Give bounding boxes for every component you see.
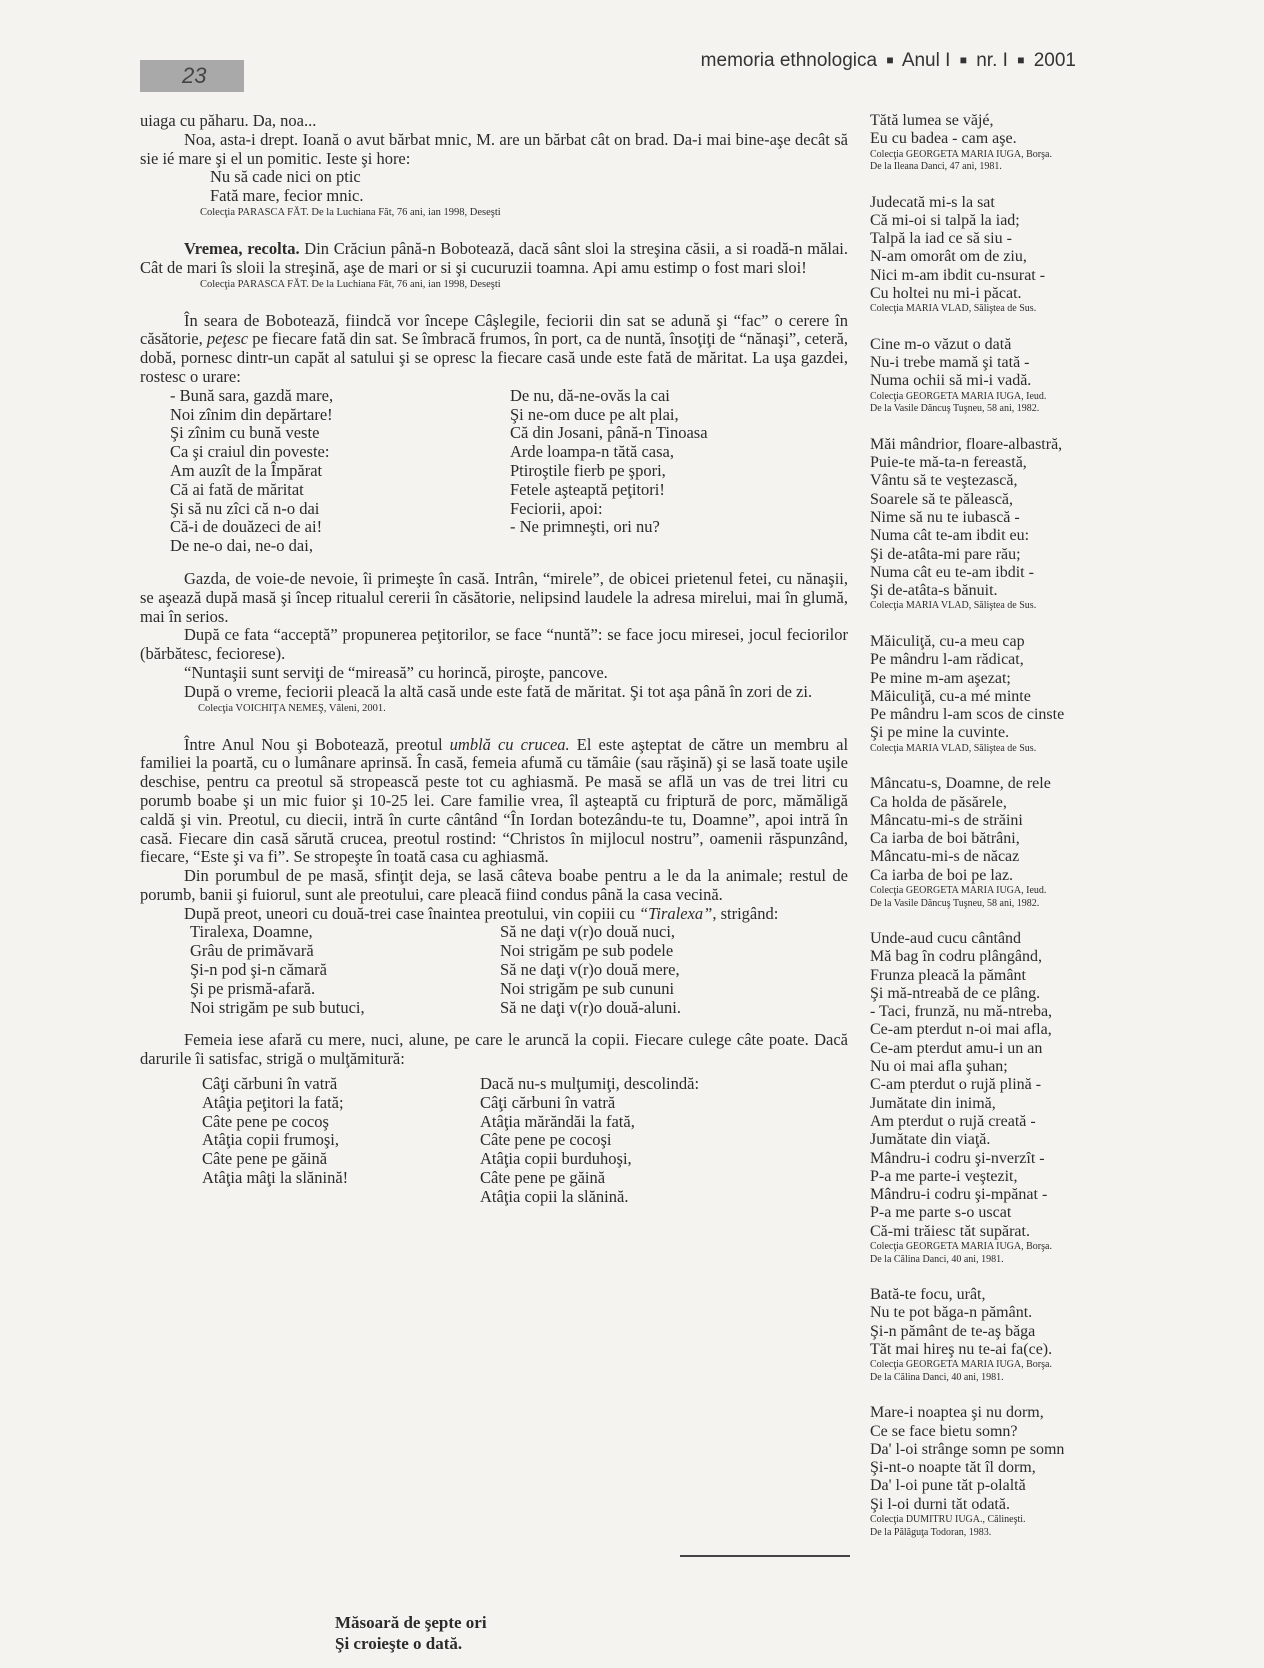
poem-line: Pe mine m-am aşezat; [870,669,1011,687]
poem-line: Mândru-i codru şi-mpănat - [870,1186,1048,1204]
verse-line: Să ne daţi v(r)o două mere, [500,960,680,980]
journal-year: 2001 [1033,50,1076,71]
paragraph [140,240,848,278]
verse-line: Câţi cărbuni în vatră [202,1074,338,1094]
source-note: De la Ileana Danci, 47 ani, 1981. [870,161,1002,173]
poem [870,112,1110,174]
verse-line: Atâţia copii burduhoşi, [480,1149,632,1169]
verse-line: Şi zînim cu bună veste [170,423,320,443]
verse-line: Atâţia peţitori la fată; [202,1092,344,1112]
poem-line: - Taci, frunză, nu mă-ntreba, [870,1003,1053,1021]
poem-line: Pe mândru l-am rădicat, [870,651,1024,669]
source-note: De la Vasile Dăncuş Tuşneu, 58 ani, 1982. [870,897,1040,909]
poem-line: Şi mă-ntreabă de ce plâng. [870,984,1041,1002]
paragraph [140,905,848,924]
source-note: De la Pălăguţa Todoran, 1983. [870,1526,992,1538]
verse-line: Să ne daţi v(r)o două-aluni. [500,997,681,1017]
paragraph-text: , strigând: [712,903,779,923]
paragraph: Femeia iese afară cu mere, nuci, alune, pe care le aruncă la copii. Fiecare culege câte poate. Dacă darurile îi satisfac, strigă o mulţămitură: [140,1030,848,1069]
verse-line: Să ne daţi v(r)o două nuci, [500,922,676,942]
verse-line: Că ai fată de măritat [170,479,304,499]
source-note: Colecţia DUMITRU IUGA., Călineşti. [870,1514,1026,1526]
source-note: Colecţia PARASCA FĂT. De la Luchiana Făt, 76 ani, ian 1998, Deseşti [200,278,501,290]
italic-term: peţesc [206,329,249,349]
verse-line: Fetele aşteaptă peţitori! [510,479,665,499]
journal-name: memoria ethnologica [700,50,878,71]
verse-line: Şi pe prismă-afară. [190,978,316,998]
verse-line: Câţi cărbuni în vatră [480,1092,616,1112]
verse-line: Câte pene pe cocoşi [480,1130,612,1150]
source-note: Colecţia GEORGETA MARIA IUGA, Borşa. [870,1359,1052,1371]
verse-line: Câte pene pe cocoş [202,1111,329,1131]
source-note: De la Vasile Dăncuş Tuşneu, 58 ani, 1982. [870,403,1040,415]
poem-line: Numa ochii să mi-i vadă. [870,372,1032,390]
divider-line [680,1555,850,1557]
text-line: uiaga cu păharu. Da, noa... [140,111,317,130]
poem-line: Mâncatu-mi-s de năcaz [870,848,1020,866]
poem-line: Ca iarba de boi bătrâni, [870,830,1020,848]
verse-left [202,1075,480,1207]
poem-line: Judecată mi-s la sat [870,193,995,211]
source-note: De la Călina Danci, 40 ani, 1981. [870,1371,1004,1383]
poem-line: Frunza pleacă la pământ [870,966,1026,984]
poem-line: Unde-aud cucu cântând [870,930,1022,947]
poem-line: Ce se face bietu somn? [870,1422,1018,1440]
poem-line: Da' l-oi pune tăt p-olaltă [870,1477,1026,1495]
poem-line: Ce-am pterdut amu-i un an [870,1039,1043,1057]
verse-two-columns [140,387,848,556]
paragraph-text: Între Anul Nou şi Bobotează, preotul [184,734,443,754]
poem [870,775,1110,910]
source-note: Colecţia GEORGETA MARIA IUGA, Borşa. [870,148,1052,160]
poem-line: P-a me parte s-o uscat [870,1204,1012,1222]
right-column-poems [870,112,1110,1559]
verse-line: Ptiroştile fierb pe şpori, [510,460,666,480]
verse-line: - Bună sara, gazdă mare, [170,385,334,405]
poem-line: Mâncatu-s, Doamne, de rele [870,775,1051,793]
poem-line: Numa cât eu te-am ibdit - [870,563,1034,581]
verse-line: Şi-n pod şi-n cămară [190,960,328,980]
verse-line: Şi să nu zîci că n-o dai [170,498,320,518]
poem-line: Mândru-i codru şi-nverzît - [870,1149,1045,1167]
source-note: Colecţia VOICHIŢA NEMEŞ, Văleni, 2001. [198,702,386,714]
verse-right [480,1075,699,1207]
journal-issue: nr. I [976,50,1008,71]
verse-two-columns [140,923,848,1017]
verse-two-columns [140,1075,848,1207]
paragraph-text: În seara de Bobotează, fiindcă vor începe Câşlegile, feciorii din sat se adună şi “fac” o cerere în căsătorie, [140,310,848,349]
verse-line: Am auzît de la Împărat [170,460,323,480]
poem-line: Şi de-atâta-s bănuit. [870,582,998,600]
poem-line: Şi l-oi durni tăt odată. [870,1495,1010,1513]
poem-line: Nici m-am ibdit cu-nsurat - [870,266,1046,284]
poem-line: Măi mândrior, floare-albastră, [870,435,1063,453]
verse-line: Feciorii, apoi: [510,498,603,518]
poem-line: Mă bag în codru plângând, [870,948,1042,966]
poem-line: Eu cu badea - cam aşe. [870,130,1017,148]
verse-line: Atâţia mărăndăi la fată, [480,1111,635,1131]
verse-line: Că din Josani, până-n Tinoasa [510,423,708,443]
poem-line: Că-mi trăiesc tăt supărat. [870,1222,1030,1240]
paragraphs [140,570,848,702]
verse-line: Că-i de douăzeci de ai! [170,517,323,537]
poem-line: Pe mândru l-am scos de cinste [870,706,1065,724]
verse-line: De nu, dă-ne-ovăs la cai [510,385,670,405]
verse-line: Atâţia copii la slănină. [480,1186,629,1206]
poem [870,1286,1110,1384]
verse-line: De ne-o dai, ne-o dai, [170,536,313,556]
poem-line: Cu holtei nu mi-i păcat. [870,285,1022,303]
poem-line: Numa cât te-am ibdit eu: [870,527,1030,545]
paragraph [140,736,848,868]
paragraph-text: După preot, uneori cu două-trei case înaintea preotului, vin copiii cu [184,903,635,923]
verse-line: Noi strigăm pe sub butuci, [190,997,365,1017]
paragraph-text: pe fiecare fată din sat. Se îmbracă frumos, în port, ca de nuntă, însoţiţi de “nănaşi”, ceteră, dobă, pornesc dintr-un capăt al satului şi se opresc la fiecare casă unde este fată de măritat. La uşa gazdei, rostesc o urare: [140,329,849,386]
poem-line: Şi pe mine la cuvinte. [870,724,1010,742]
poem-line: P-a me parte-i veştezit, [870,1167,1018,1185]
poem-line: Tătă lumea se văjé, [870,112,994,129]
poem-line: Soarele să te pălească, [870,490,1014,508]
verse-line: Şi ne-om duce pe alt plai, [510,404,679,424]
paragraph: Noa, asta-i drept. Ioană o avut bărbat mnic, M. are un bărbat cât on brad. Da-i mai bine-aşe decât să sie ié mare şi el un pomitic. Ieste şi hore: [140,129,848,168]
poem-line: Da' l-oi strânge somn pe somn [870,1440,1065,1458]
verse-line: Arde loampa-n tătă casa, [510,442,675,462]
poem-line: Jumătate din viaţă. [870,1131,991,1149]
journal-header [701,50,1076,72]
poem-line: Măiculiţă, cu-a meu cap [870,632,1025,650]
verse-right [510,387,708,556]
paragraph [140,312,848,387]
poem-line: C-am pterdut o rujă plină - [870,1076,1042,1094]
section-heading: Vremea, recolta. [184,238,300,258]
source-note: Colecţia GEORGETA MARIA IUGA, Ieud. [870,885,1047,896]
poem-line: Şi-n pământ de te-aş băga [870,1322,1036,1340]
verse-line: Câte pene pe găină [480,1168,606,1188]
poem-line: Tăt mai hireş nu te-ai fa(ce). [870,1340,1053,1358]
poem [870,930,1110,1266]
separator-square-icon: ■ [1017,53,1025,67]
paragraph-text: El este aşteptat de către un membru al familiei la poartă, cu o lumânare aprinsă. În casă, femeia afumă cu tămâie (sau răşină) şi se lasă toate uşile deschise, pentru ca preotul să stropească peste tot cu aghiasmă. Pe masă se află un vas de trei litri cu porumb boabe şi un mic fuior şi 10-25 lei. Care familie vrea, îl aşteaptă cu friptură de porc, mămăligă caldă şi vin. Preotul, cu diecii, intră în curte cântând “În Iordan botezându-te tu, Doamne”, apoi intră în casă. Fiecare din casă sărută crucea, preotul rostind: “Christos în mijlocul nostru”, oamenii răspunzând, fiecare, “Este şi va fi”. Se stropeşte în toată casa cu aghiasmă. [140,734,849,867]
source-note: Colecţia MARIA VLAD, Săliştea de Sus. [870,600,1037,612]
verse-line: Dacă nu-s mulţumiţi, descolindă: [480,1074,700,1094]
paragraph: “Nuntaşii sunt serviţi de “mireasă” cu horincă, piroşte, pancove. [184,662,608,682]
proverb [335,1612,487,1654]
verse-line: Noi strigăm pe sub cununi [500,978,675,998]
verse-line: - Ne primneşti, ori nu? [510,517,660,537]
verse-line: Ca şi craiul din poveste: [170,442,330,462]
paragraph: Din porumbul de pe masă, sfinţit deja, se lasă câteva boabe pentru a le da la animale; restul de porumb, banii şi fuiorul, sunt ale preotului, care pleacă fiind condus până la casa vecină. [140,866,848,904]
poem [870,336,1110,416]
poem [870,633,1110,755]
paragraph: După o vreme, feciorii pleacă la altă casă unde este fată de măritat. Şi tot aşa până în zori de zi. [184,681,813,701]
page-number: 23 [140,60,244,92]
paragraph: Gazda, de voie-de nevoie, îi primeşte în casă. Intrân, “mirele”, de obicei prietenul fetei, cu nănaşii, se aşează după masă şi încep ritualul cererii în căsătorie, nelipsind laudele la adresa mirelui, mai în glumă, mai în serios. [140,568,848,626]
verse-line: Tiralexa, Doamne, [190,922,313,942]
separator-square-icon: ■ [886,53,894,67]
proverb-line: Măsoară de şepte ori [335,1613,487,1632]
poem-line: Nu oi mai afla şuhan; [870,1058,1008,1076]
poem-line: Mare-i noaptea şi nu dorm, [870,1404,1044,1422]
source-note: Colecţia MARIA VLAD, Săliştea de Sus. [870,742,1037,754]
proverb-line: Şi croieşte o dată. [335,1634,463,1653]
source-note: Colecţia MARIA VLAD, Săliştea de Sus. [870,303,1037,315]
verse-line: Atâţia copii frumoşi, [202,1130,340,1150]
verse-right [500,923,681,1017]
poem-line: Mâncatu-mi-s de străini [870,811,1023,829]
source-note: De la Călina Danci, 40 ani, 1981. [870,1253,1004,1265]
poem-line: Nime să nu te iubască - [870,508,1020,526]
italic-term: umblă cu crucea. [449,734,570,754]
verse-line: Noi zînim din depărtare! [170,404,333,424]
journal-year-label: Anul I [901,50,951,71]
italic-term: “Tiralexa” [638,903,713,923]
verse-line: Noi strigăm pe sub podele [500,941,674,961]
poem-line: Jumătate din inimă, [870,1094,996,1112]
source-note: Colecţia GEORGETA MARIA IUGA, Ieud. [870,390,1047,402]
source-note: Colecţia GEORGETA MARIA IUGA, Borşa. [870,1241,1052,1253]
poem-line: Că mi-oi si talpă la iad; [870,211,1020,229]
poem-line: Puie-te mă-ta-n fereastă, [870,454,1027,472]
separator-square-icon: ■ [959,53,967,67]
poem-line: Şi de-atâta-mi pare rău; [870,545,1021,563]
poem-line: Ca holda de păsărele, [870,793,1007,811]
poem [870,194,1110,316]
verse-line: Fată mare, fecior mnic. [210,186,364,206]
poem-line: Bată-te focu, urât, [870,1286,986,1304]
poem-line: Vântu să te veştezască, [870,472,1018,490]
poem [870,1404,1110,1539]
verse-left [190,923,500,1017]
source-note: Colecţia PARASCA FĂT. De la Luchiana Făt, 76 ani, ian 1998, Deseşti [200,206,501,218]
poem-line: Măiculiţă, cu-a mé minte [870,687,1031,705]
poem-line: Nu-i trebe mamă şi tată - [870,354,1030,372]
poem-line: Talpă la iad ce să siu - [870,230,1012,248]
poem-line: N-am omorât om de ziu, [870,248,1027,266]
poem [870,436,1110,613]
poem-line: Cine m-o văzut o dată [870,335,1012,353]
paragraph: După ce fata “acceptă” propunerea peţitorilor, se face “nuntă”: se face jocu miresei, jocul feciorilor (bărbătesc, feciorese). [140,625,848,664]
verse-line: Nu să cade nici on ptic [210,167,361,187]
poem-line: Şi-nt-o noapte tăt îl dorm, [870,1459,1036,1477]
verse-left [170,387,510,556]
verse-line: Grâu de primăvară [190,941,314,961]
poem-line: Ca iarba de boi pe laz. [870,866,1014,884]
verse-line: Câte pene pe găină [202,1149,328,1169]
paragraph-text: Din Crăciun până-n Bobotează, dacă sânt sloi la streşina căsii, a si roadă-n mălai. Cât de mari îs sloii la streşină, aşe de mari or si şi cucuruzii toamna. Api amu estimp o fost mari sloi! [140,238,849,277]
poem-line: Am pterdut o rujă creată - [870,1112,1036,1130]
poem-line: Nu te pot băga-n pământ. [870,1304,1033,1322]
poem-line: Ce-am pterdut n-oi mai afla, [870,1021,1052,1039]
verse [210,168,848,206]
verse-line: Atâţia mâţi la slănină! [202,1168,349,1188]
main-column [140,112,848,1207]
